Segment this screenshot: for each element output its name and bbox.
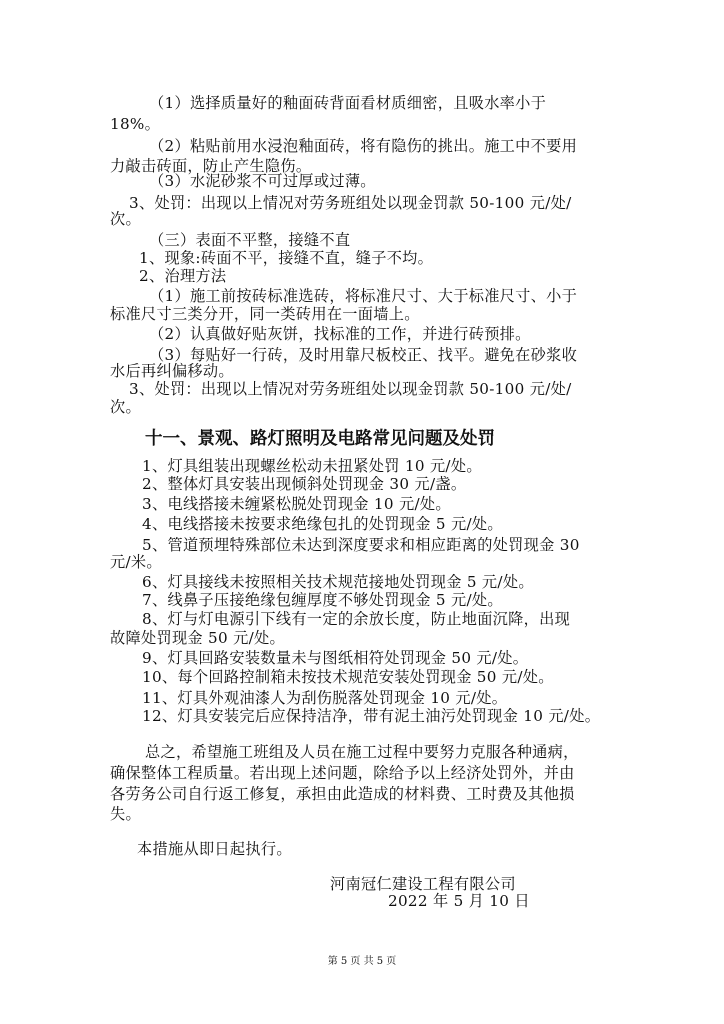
text-line: 5、管道预埋特殊部位未达到深度要求和相应距离的处罚现金 30 — [142, 536, 580, 554]
text-line: （3）每贴好一行砖，及时用靠尺板校正、找平。避免在砂浆收 — [149, 346, 578, 364]
company-name: 河南冠仁建设工程有限公司 — [330, 875, 516, 893]
text-line: （3）水泥砂浆不可过厚或过薄。 — [149, 172, 376, 190]
text-line: 3、电线搭接未缠紧松脱处罚现金 10 元/处。 — [142, 495, 451, 513]
text-line: 3、处罚：出现以上情况对劳务班组处以现金罚款 50-100 元/处/ — [129, 380, 572, 398]
text-line: （1）选择质量好的釉面砖背面看材质细密，且吸水率小于 — [149, 94, 547, 112]
text-line: 次。 — [110, 398, 141, 416]
text-line: 6、灯具接线未按照相关技术规范接地处罚现金 5 元/处。 — [142, 573, 534, 591]
text-line: 2、治理方法 — [139, 267, 227, 285]
text-line: （2）认真做好贴灰饼，找标准的工作，并进行砖预排。 — [149, 325, 531, 343]
document-date: 2022 年 5 月 10 日 — [388, 892, 530, 910]
text-line: 总之，希望施工班组及人员在施工过程中要努力克服各种通病， — [145, 743, 579, 761]
text-line: （2）粘贴前用水浸泡釉面砖，将有隐伤的挑出。施工中不要用 — [149, 137, 578, 155]
text-line: 力敲击砖面，防止产生隐伤。 — [110, 157, 312, 175]
text-line: 10、每个回路控制箱未按技术规范安装处罚现金 50 元/处。 — [142, 668, 554, 686]
text-line: 确保整体工程质量。若出现上述问题，除给予以上经济处罚外，并由 — [110, 764, 575, 782]
text-line: 18%。 — [110, 115, 161, 133]
text-line: 标准尺寸三类分开，同一类砖用在一面墙上。 — [110, 305, 420, 323]
section-heading: 十一、景观、路灯照明及电路常见问题及处罚 — [145, 429, 495, 449]
text-line: 元/米。 — [110, 553, 162, 571]
text-line: 故障处罚现金 50 元/处。 — [110, 629, 285, 647]
effective-statement: 本措施从即日起执行。 — [137, 840, 292, 858]
text-line: 12、灯具安装完后应保持洁净，带有泥土油污处罚现金 10 元/处。 — [142, 707, 601, 725]
text-line: 水后再纠偏移动。 — [110, 362, 234, 380]
text-line: 1、灯具组装出现螺丝松动未扭紧处罚 10 元/处。 — [142, 457, 482, 475]
text-line: 失。 — [110, 805, 141, 823]
text-line: 1、现象:砖面不平，接缝不直，缝子不均。 — [139, 249, 434, 267]
text-line: 各劳务公司自行返工修复，承担由此造成的材料费、工时费及其他损 — [110, 785, 575, 803]
page-number: 第 5 页 共 5 页 — [327, 956, 397, 967]
text-line: 11、灯具外观油漆人为刮伤脱落处罚现金 10 元/处。 — [142, 689, 508, 707]
text-line: 2、整体灯具安装出现倾斜处罚现金 30 元/盏。 — [142, 475, 467, 493]
text-line: 4、电线搭接未按要求绝缘包扎的处罚现金 5 元/处。 — [142, 515, 503, 533]
text-line: 3、处罚：出现以上情况对劳务班组处以现金罚款 50-100 元/处/ — [129, 194, 572, 212]
text-line: 8、灯与灯电源引下线有一定的余放长度，防止地面沉降，出现 — [142, 610, 571, 628]
text-line: （三）表面不平整，接缝不直 — [149, 231, 351, 249]
text-line: 9、灯具回路安装数量未与图纸相符处罚现金 50 元/处。 — [142, 649, 529, 667]
text-line: 次。 — [110, 210, 141, 228]
text-line: 7、线鼻子压接绝缘包缠厚度不够处罚现金 5 元/处。 — [142, 591, 503, 609]
text-line: （1）施工前按砖标准选砖，将标准尺寸、大于标准尺寸、小于 — [149, 287, 578, 305]
